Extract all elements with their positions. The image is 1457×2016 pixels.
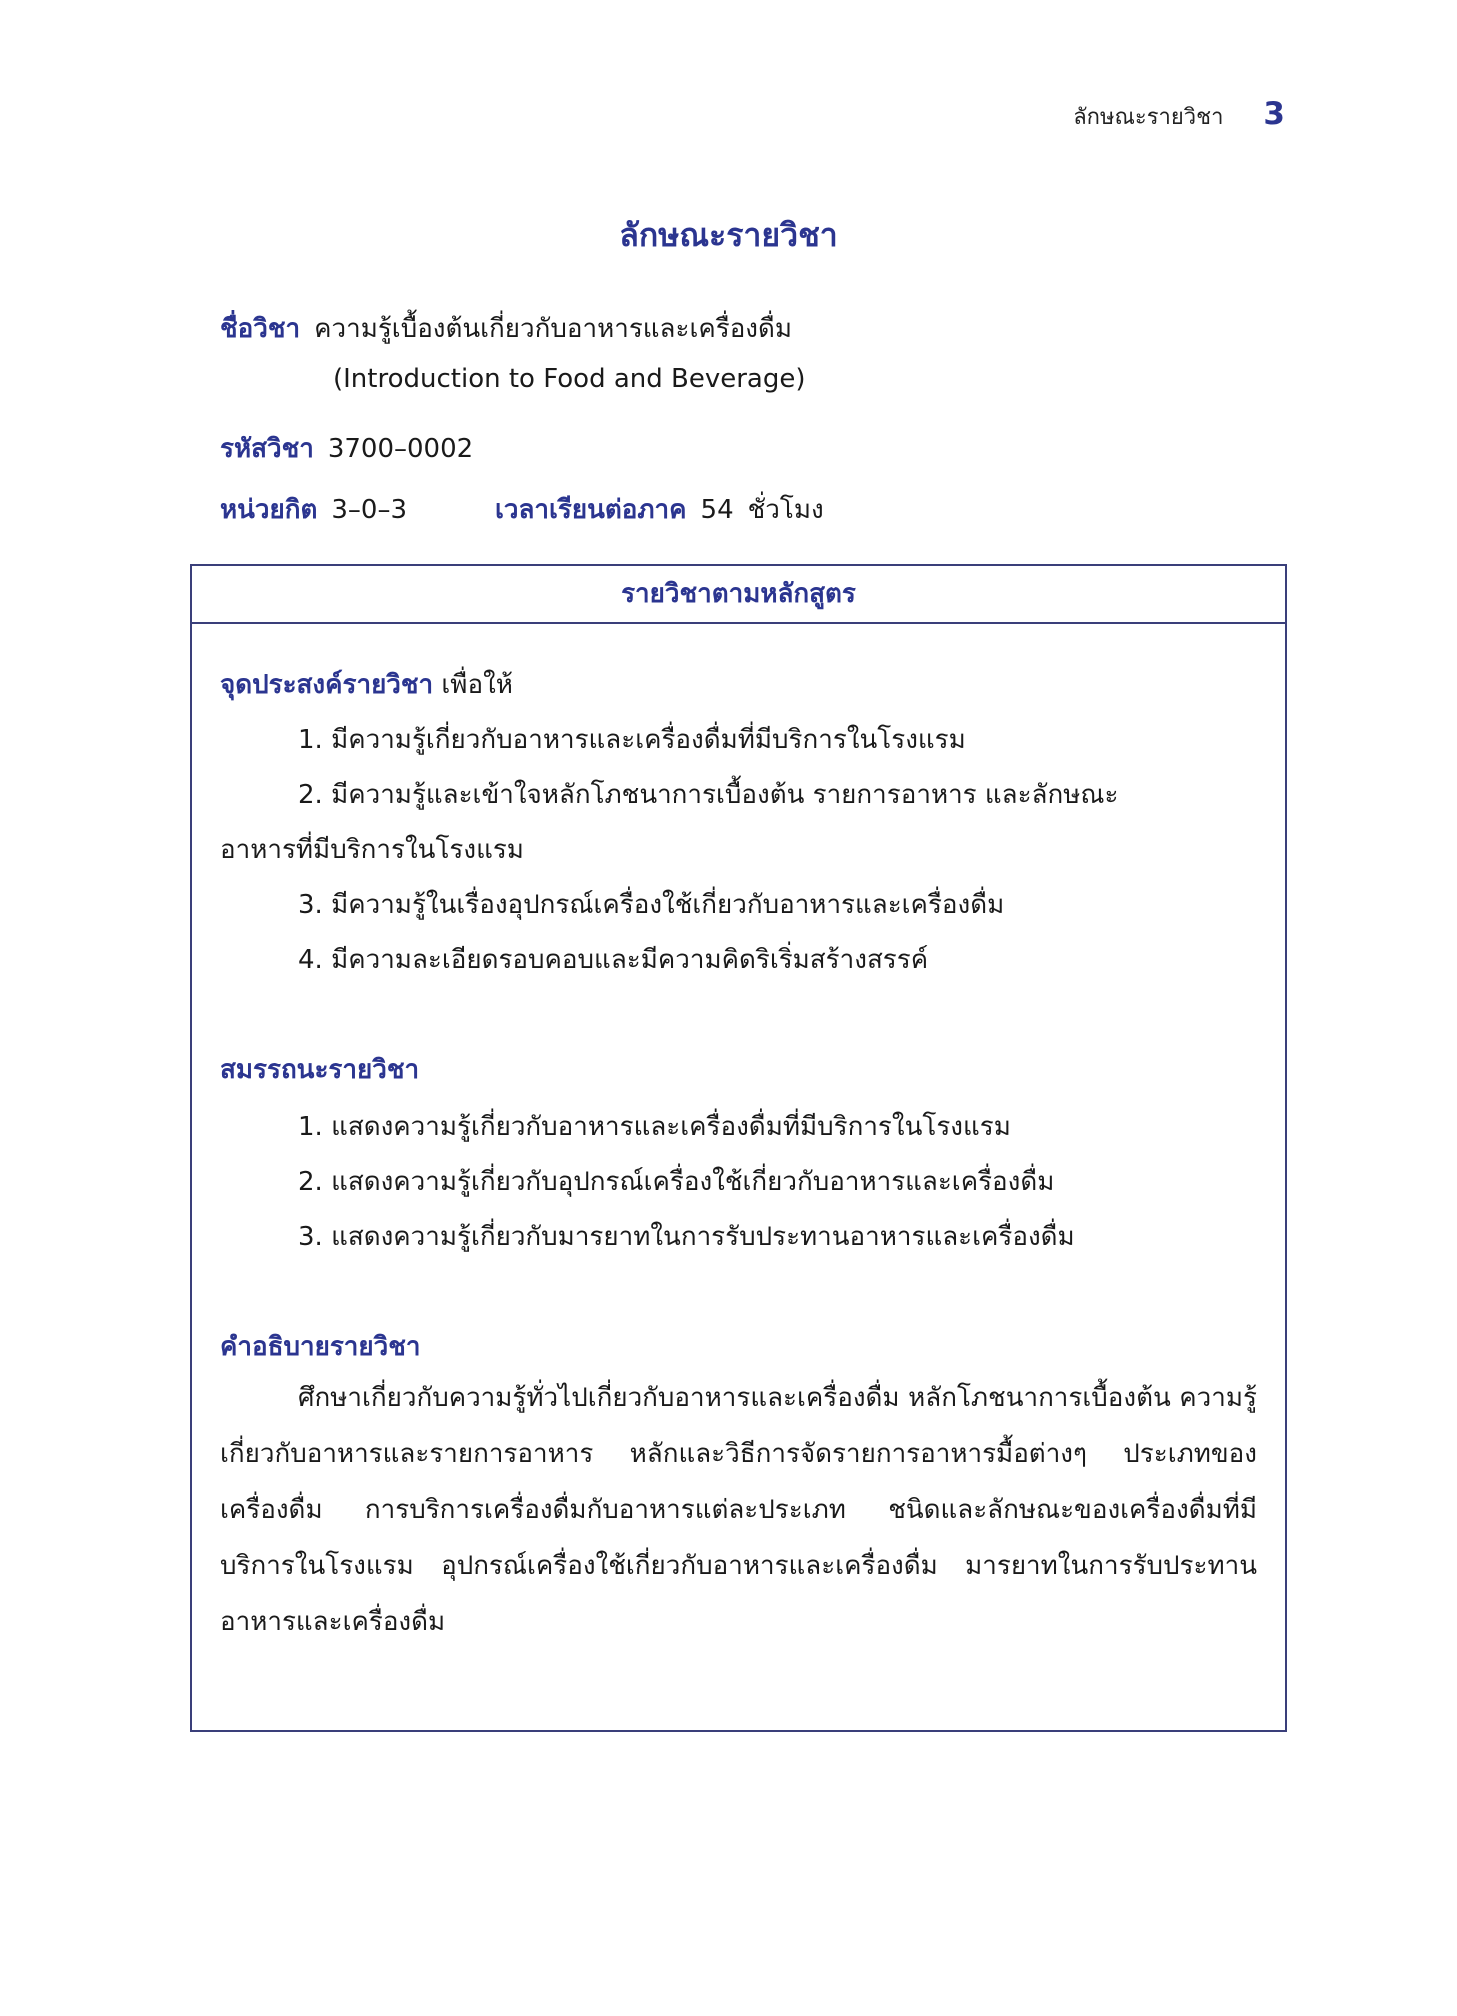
hours-label: เวลาเรียนต่อภาค	[495, 495, 687, 525]
running-header	[1073, 96, 1285, 134]
course-code-row	[220, 428, 473, 469]
description-text: ศึกษาเกี่ยวกับความรู้ทั่วไปเกี่ยวกับอาหารและเครื่องดื่ม หลักโภชนาการเบื้องต้น ความรู้เกี่ยวกับอาหารและรายการอาหาร หลักและวิธีการจัดรายการอาหารมื้อต่างๆ ประเภทของเครื่องดื่ม การบริการเครื่องดื่มกับอาหารแต่ละประเภท ชนิดและลักษณะของเครื่องดื่มที่มีบริการในโรงแรม อุปกรณ์เครื่องใช้เกี่ยวกับอาหารและเครื่องดื่ม มารยาทในการรับประทานอาหารและเครื่องดื่ม	[220, 1383, 1257, 1637]
objective-item: 3. มีความรู้ในเรื่องอุปกรณ์เครื่องใช้เกี่ยวกับอาหารและเครื่องดื่ม	[298, 890, 1005, 920]
competency-item: 3. แสดงความรู้เกี่ยวกับมารยาทในการรับประทานอาหารและเครื่องดื่ม	[298, 1222, 1075, 1252]
course-name-row	[220, 308, 792, 349]
hours-value: 54	[700, 495, 734, 525]
objectives-label: จุดประสงค์รายวิชา	[220, 670, 434, 700]
curriculum-box	[190, 564, 1287, 1732]
competency-item: 2. แสดงความรู้เกี่ยวกับอุปกรณ์เครื่องใช้เกี่ยวกับอาหารและเครื่องดื่ม	[298, 1167, 1055, 1197]
course-code-label: รหัสวิชา	[220, 434, 314, 464]
objective-item-continued: อาหารที่มีบริการในโรงแรม	[220, 835, 524, 865]
objectives-suffix: เพื่อให้	[441, 670, 513, 700]
competencies-heading	[220, 1049, 419, 1090]
course-name-th: ความรู้เบื้องต้นเกี่ยวกับอาหารและเครื่องดื่ม	[314, 314, 793, 344]
objective-item: 4. มีความละเอียดรอบคอบและมีความคิดริเริ่มสร้างสรรค์	[298, 945, 929, 975]
curriculum-box-header: รายวิชาตามหลักสูตร	[192, 566, 1285, 624]
credit-value: 3–0–3	[331, 495, 408, 525]
hours-unit: ชั่วโมง	[747, 495, 824, 525]
course-name-label: ชื่อวิชา	[220, 314, 301, 344]
description-label: คำอธิบายรายวิชา	[220, 1332, 421, 1362]
page-number: 3	[1263, 96, 1285, 132]
course-name-en: (Introduction to Food and Beverage)	[333, 364, 806, 394]
page-title: ลักษณะรายวิชา	[619, 216, 838, 254]
course-code: 3700–0002	[327, 434, 474, 464]
running-title: ลักษณะรายวิชา	[1073, 105, 1224, 130]
credit-label: หน่วยกิต	[220, 495, 318, 525]
competency-item: 1. แสดงความรู้เกี่ยวกับอาหารและเครื่องดื่มที่มีบริการในโรงแรม	[298, 1112, 1011, 1142]
objective-item: 2. มีความรู้และเข้าใจหลักโภชนาการเบื้องต้น รายการอาหาร และลักษณะ	[298, 780, 1119, 810]
course-credit-row	[220, 489, 824, 530]
objective-item: 1. มีความรู้เกี่ยวกับอาหารและเครื่องดื่มที่มีบริการในโรงแรม	[298, 725, 966, 755]
description-heading	[220, 1326, 420, 1367]
competencies-label: สมรรถนะรายวิชา	[220, 1055, 420, 1085]
objectives-heading	[220, 664, 513, 705]
